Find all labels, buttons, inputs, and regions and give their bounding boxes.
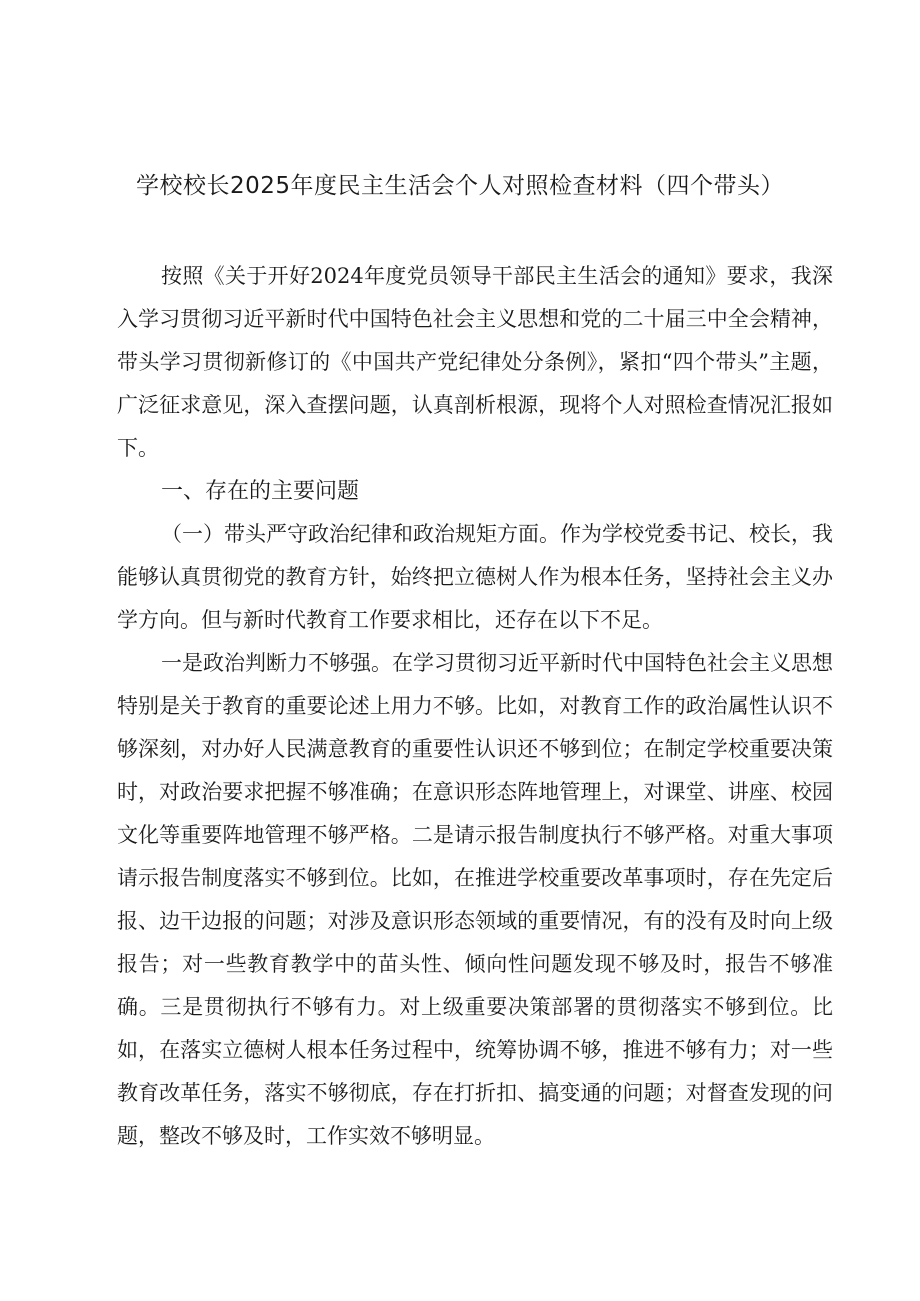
subsection-paragraph: （一）带头严守政治纪律和政治规矩方面。作为学校党委书记、校长，我能够认真贯彻党的教育方针，始终把立德树人作为根本任务，坚持社会主义办学方向。但与新时代教育工作要求相比，还存在以下不足。: [117, 522, 833, 632]
section-heading: 一、存在的主要问题: [161, 479, 360, 504]
document-body: [117, 255, 833, 1158]
intro-paragraph: 按照《关于开好2024年度党员领导干部民主生活会的通知》要求，我深入学习贯彻习近平新时代中国特色社会主义思想和党的二十届三中全会精神，带头学习贯彻新修订的《中国共产党纪律处分条例》，紧扣“四个带头”主题，广泛征求意见，深入查摆问题，认真剖析根源，现将个人对照检查情况汇报如下。: [117, 264, 833, 460]
body-paragraph: 一是政治判断力不够强。在学习贯彻习近平新时代中国特色社会主义思想特别是关于教育的重要论述上用力不够。比如，对教育工作的政治属性认识不够深刻，对办好人民满意教育的重要性认识还不够到位；在制定学校重要决策时，对政治要求把握不够准确；在意识形态阵地管理上，对课堂、讲座、校园文化等重要阵地管理不够严格。二是请示报告制度执行不够严格。对重大事项请示报告制度落实不够到位。比如，在推进学校重要改革事项时，存在先定后报、边干边报的问题；对涉及意识形态领域的重要情况，有的没有及时向上级报告；对一些教育教学中的苗头性、倾向性问题发现不够及时，报告不够准确。三是贯彻执行不够有力。对上级重要决策部署的贯彻落实不够到位。比如，在落实立德树人根本任务过程中，统筹协调不够，推进不够有力；对一些教育改革任务，落实不够彻底，存在打折扣、搞变通的问题；对督查发现的问题，整改不够及时，工作实效不够明显。: [117, 651, 833, 1148]
document-title: 学校校长2025年度民主生活会个人对照检查材料（四个带头）: [135, 173, 785, 199]
